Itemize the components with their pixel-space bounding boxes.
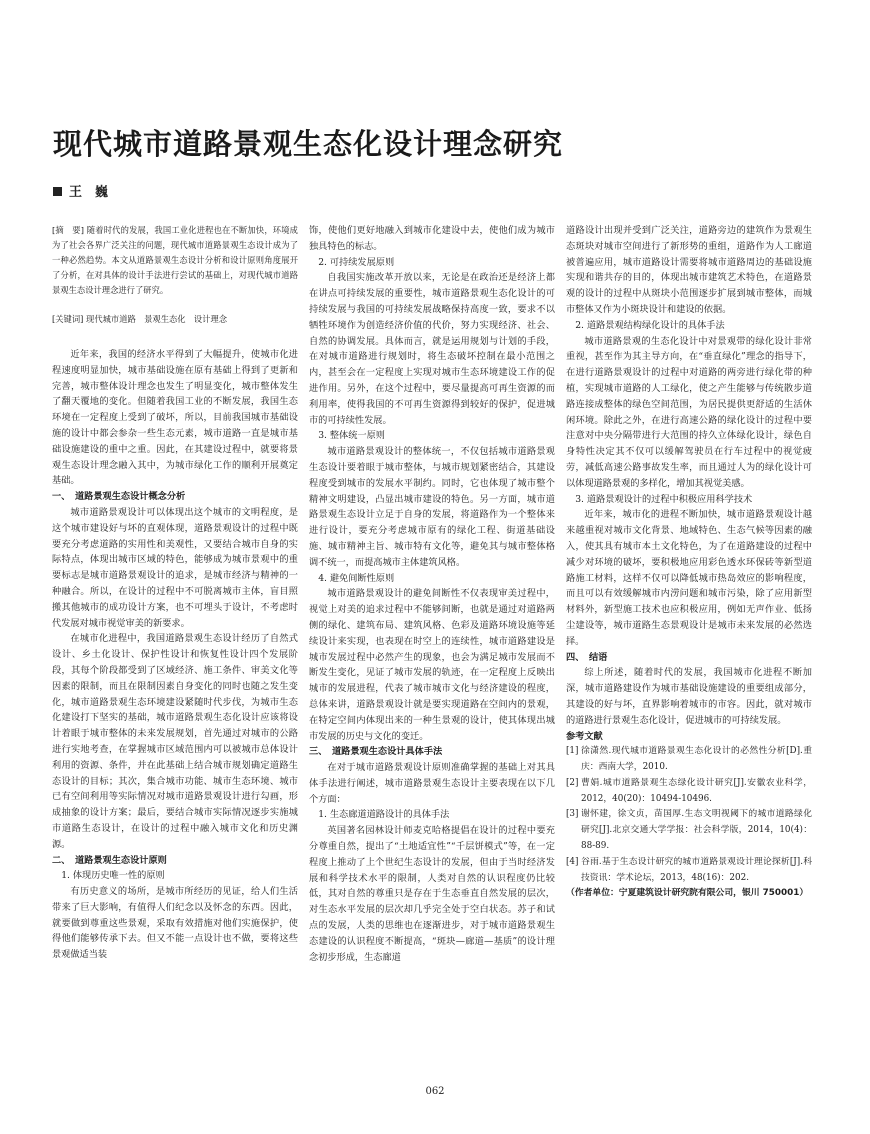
paragraph: 城市道路景观设计的整体统一，不仅包括城市道路景观生态设计要着眼于城市整体，与城市规划紧密结合，其建设程度受到城市的发展水平制约。同时，它也体现了城市整个精神文明建设，凸显出城市建设的特色。另一方面，城市道路景观生态设计立足于自身的发展，将道路作为一个整体来进行设计，要充分考虑城市原有的绿化工程、街道基础设施、城市精神主旨、城市特有文化等，避免其与城市整体格调不统一，而提高城市主体建筑风格。: [309, 446, 555, 568]
column-right: [566, 223, 812, 1088]
paragraph: 在城市化进程中，我国道路景观生态设计经历了自然式设计、乡土化设计、保护性设计和恢复性设计四个发展阶段，其每个阶段都受到了区域经济、施工条件、审美文化等因素的限制，而且在限制因素自身变化的同时也随之发生变化，城市道路景观生态环境建设紧随时代步伐，为城市生态化建设打下坚实的基础，城市道路景观生态化设计应该将设计着眼于城市整体的未来发展规划，首先通过对城市的公路进行实地考查，在掌握城市区域范围内可以被城市总体设计利用的资源、条件，并在此基础上结合城市规划确定道路生态设计的目标；其次，集合城市功能、城市生态环境、城市已有空间利用等实际情况对城市道路景观设计进行勾画，形成抽象的设计方案；最后，要结合城市实际情况逐步实施城市道路生态设计，在设计的过程中融入城市文化和历史渊源。: [52, 633, 298, 850]
abstract-text: 随着时代的发展，我国工业化进程也在不断加快，环境成为了社会各界广泛关注的问题，现代城市道路景观生态设计成为了一种必然趋势。本文从道路景观生态设计分析和设计原则角度展开了分析，在对具体的设计手法进行尝试的基础上，对现代城市道路景观生态设计理念进行了研究。: [52, 225, 298, 295]
paragraph: 城市道路景观设计可以体现出这个城市的文明程度，是这个城市建设好与坏的直观体现，道路景观设计的过程中既要充分考虑道路的实用性和美观性，又要结合城市自身的实际特点，体现出城市区域的特色，能够成为城市景观中的重要标志是城市道路景观设计的追求，是城市经济与精神的一种融合。所以，在设计的过程中不可脱离城市主体，盲目照搬其他城市的成功设计方案，也不可埋头于设计，不考虑时代发展对城市视觉审美的新要求。: [52, 506, 298, 629]
paragraph: 在对于城市道路景观设计原则准确掌握的基础上对其具体手法进行阐述，城市道路景观生态设计主要表现在以下几个方面：: [309, 762, 555, 805]
paragraph: 有历史意义的场所，是城市所经历的见证，给人们生活带来了巨大影响，有值得人们纪念以及怀念的东西。因此，就要做到尊重这些景观，采取有效措施对他们实施保护，使得他们能够传承下去。但又不能一点设计也不做，要将这些景观做适当装: [52, 886, 298, 961]
section-heading: 四、 结语: [566, 651, 608, 663]
reference-item: [566, 744, 812, 776]
reference-text: 徐潇然.现代城市道路景观生态化设计的必然性分析[D].重庆：西南大学，2010.: [581, 746, 812, 773]
abstract-label: [摘 要]: [52, 225, 84, 235]
keywords: [52, 312, 298, 327]
reference-item: [566, 807, 812, 854]
column-left: [52, 223, 298, 1088]
section-heading: 二、 道路景观生态设计原则: [52, 854, 167, 866]
paragraph: 自我国实施改革开放以来，无论是在政治还是经济上都在讲点可持续发展的重要性，城市道路景观生态化设计的可持续发展与我国的可持续发展战略保持高度一致，要求不以牺牲环境作为创造经济价值的代价，努力实现经济、社会、自然的协调发展。具体而言，就是运用规划与计划的手段，在对城市道路进行规划时，将生态破坏控制在最小范围之内，甚至会在一定程度上实现对城市生态环境建设工作的促进作用。另外，在这个过程中，要尽量提高可再生资源的而利用率，使得我国的不可再生资源得到较好的保护，促进城市的可持续性发展。: [309, 272, 555, 426]
subsection-heading: 2. 可持续发展原则: [318, 256, 395, 268]
section-heading: 三、 道路景观生态设计具体手法: [309, 746, 443, 758]
column-middle: [309, 223, 555, 1088]
author-line: [53, 181, 108, 200]
reference-item: [566, 776, 812, 808]
reference-number: [4]: [566, 856, 579, 867]
reference-number: [1]: [566, 746, 579, 757]
reference-item: [566, 855, 812, 887]
references-heading: 参考文献: [566, 730, 603, 742]
author-affiliation: （作者单位：宁夏建筑设计研究院有限公司，银川 750001）: [566, 888, 809, 899]
author-name: 王 巍: [69, 185, 109, 200]
paragraph: 近年来，城市化的进程不断加快，城市道路景观设计越来越重视对城市文化背景、地域特色、生态气候等因素的融入，使其具有城市本土文化特色，为了在道路建设的过程中减少对环境的破坏，要积极地应用彩色透水环保砖等新型道路施工材料，这样不仅可以降低城市热岛效应的影响程度，而且可以有效缓解城市内涝问题和城市污染，除了应用新型材料外，新型施工技术也应积极应用，例如无声作业、低扬尘建设等，城市道路生态景观设计是城市未来发展的必然选择。: [566, 509, 812, 647]
paragraph: 近年来，我国的经济水平得到了大幅提升，使城市化进程速度明显加快，城市基础设施在原有基础上得到了更新和完善，城市整体设计理念也发生了明显变化，城市整体发生了翻天覆地的变化。但随着我国工业的不断发展，我国生态环境在一定程度上受到了破坏，所以，目前我国城市基础设施的设计中都会参杂一些生态元素，城市道路一直是城市基础设施建设的重中之重。因此，在其建设过程中，就要将景观生态设计理念融入其中，为城市绿化工作的顺利开展奠定基础。: [52, 349, 298, 487]
subsection-heading: 4. 避免间断性原则: [318, 572, 395, 584]
subsection-heading: 3. 整体统一原则: [318, 430, 385, 442]
subsection-heading: 1. 体现历史唯一性的原则: [61, 870, 165, 882]
square-bullet-icon: [53, 187, 62, 196]
reference-text: 谢怀建，徐文贞，苗国厚.生态文明视阈下的城市道路绿化研究[J].北京交通大学学报：社会科学版，2014，10(4)：88-89.: [581, 809, 812, 852]
paragraph: 道路设计出现并受到广泛关注，道路旁边的建筑作为景观生态斑块对城市空间进行了新形势的重组，道路作为人工廊道被普遍应用，城市道路设计需要将城市道路周边的基础设施实现和谐共存的目的，体现出城市建筑艺术特色，在道路景观的设计的过程中从斑块小范围逐步扩展到城市整体，而城市整体又作为小斑块设计和建设的依据。: [566, 225, 812, 315]
paragraph: 饰，使他们更好地融入到城市化建设中去，使他们成为城市独具特色的标志。: [309, 225, 555, 252]
subsection-heading: 2. 道路景观结构绿化设计的具体手法: [575, 319, 725, 331]
reference-text: 谷雨.基于生态设计研究的城市道路景观设计理论探析[J].科技资讯：学术论坛，2013，48(16)：202.: [581, 856, 812, 883]
abstract: [52, 223, 298, 298]
page-number: 062: [425, 1086, 445, 1097]
keywords-text: 现代城市道路 景观生态化 设计理念: [86, 314, 228, 324]
paragraph: 城市道路景观设计的避免间断性不仅表现审美过程中，视觉上对美的追求过程中不能够间断，也就是通过对道路两侧的绿化、建筑布局、建筑风格、色彩及道路环境设施等延续设计来实现，也表现在时空上的连续性，城市道路建设是城市发展过程中必然产生的现象，也会为满足城市发展而不断发生变化，见证了城市发展的轨迹，在一定程度上反映出城市的发展进程，代表了城市城市文化与经济建设的程度，总体来讲，道路景观设计就是要实现道路在空间内的景观，在特定空间内体现出来的一种生景观的设计，使其体现出城市发展的历史与文化的变迁。: [309, 588, 555, 742]
reference-text: 曹娟.城市道路景观生态绿化设计研究[J].安徽农业科学，2012，40(20)：10494-10496.: [581, 777, 812, 804]
section-heading: 一、 道路景观生态设计概念分析: [52, 491, 186, 503]
subsection-heading: 3. 道路景观设计的过程中积极应用科学技术: [575, 493, 753, 505]
keywords-label: [关键词]: [52, 314, 84, 324]
paragraph: 英国著名园林设计师麦克哈格提倡在设计的过程中要充分尊重自然，提出了“土地适宜性”“千层饼模式”等，在一定程度上推动了上个世纪生态设计的发展，但由于当时经济发展和科学技术水平的限制，人类对自然的认识程度仍比较低，其对自然的尊重只是存在于生态垂直自然发展的层次，对生态水平发展的层次却几乎完全处于空白状态。苏子和试点的发展，人类的思维也在逐渐进步，对于城市道路景观生态建设的认识程度不断提高，“斑块—廊道—基质”的设计理念初步形成，生态廊道: [309, 825, 555, 963]
subsection-heading: 1. 生态廊道道路设计的具体手法: [318, 809, 450, 821]
paragraph: 综上所述，随着时代的发展，我国城市化进程不断加深，城市道路建设作为城市基础设施建设的重要组成部分，其建设的好与坏，直界影响着城市的市容。因此，就对城市的道路进行景观生态化设计，促进城市的可持续发展。: [566, 667, 812, 726]
paragraph: 城市道路景观的生态化设计中对景观带的绿化设计非常重视，甚至作为其主导方向，在“垂直绿化”理念的指导下，在进行道路景观设计的过程中对道路的两旁进行绿化带的种植，实现城市道路的人工绿化，使之产生能够与传统散步道路连接成整体的绿色空间范围，为居民提供更舒适的生活休闲环境。除此之外，在进行高速公路的绿化设计的过程中要注意对中央分隔带进行大范围的持久立体绿化设计，绿色自身特性决定其不仅可以缓解驾驶员在行车过程中的视觉疲劳，减低高速公路事故发生率，而且通过人为的绿化设计可以体现道路景观的多样化，增加其视觉美感。: [566, 335, 812, 489]
article-title: 现代城市道路景观生态化设计理念研究: [53, 127, 564, 161]
reference-number: [3]: [566, 809, 579, 820]
reference-number: [2]: [566, 777, 579, 788]
